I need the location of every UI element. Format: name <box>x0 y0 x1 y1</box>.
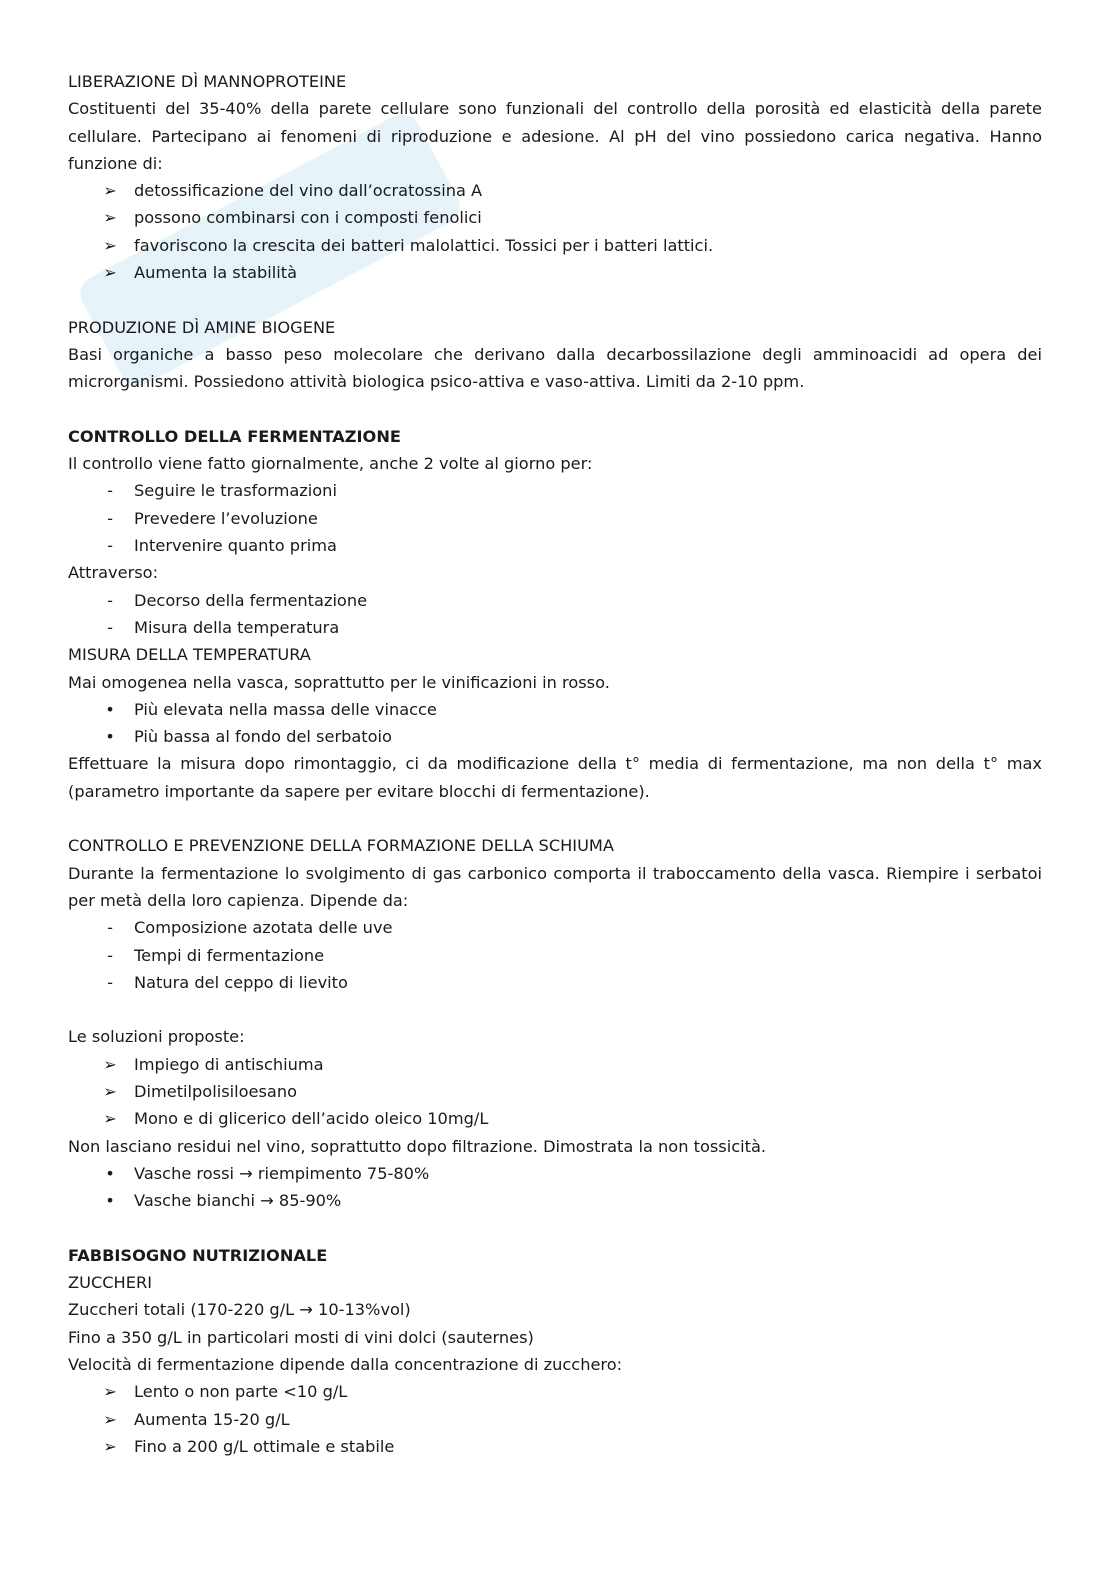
list-item: ➢ Impiego di antischiuma <box>68 1051 1042 1078</box>
list-item: ➢ possono combinarsi con i composti fenolici <box>68 204 1042 231</box>
section-title-controllo-fermentazione: CONTROLLO DELLA FERMENTAZIONE <box>68 426 401 446</box>
paragraph-soluzioni: Le soluzioni proposte: <box>68 1027 245 1047</box>
arrow-bullet-icon: ➢ <box>103 1382 117 1402</box>
section-title-fabbisogno: FABBISOGNO NUTRIZIONALE <box>68 1245 328 1265</box>
paragraph-mannoproteine: Costituenti del 35-40% della parete cellulare sono funzionali del controllo della porosità ed elasticità della parete cellulare. Partecipano ai fenomeni di riproduzione e adesione. Al pH del vino possiedono carica negativa. Hanno funzione di: <box>68 99 1042 173</box>
list-mannoproteine-functions <box>68 177 1042 286</box>
dash-bullet-icon: - <box>107 617 113 637</box>
list-item: - Decorso della fermentazione <box>68 587 1042 614</box>
subsection-title-temperatura: MISURA DELLA TEMPERATURA <box>68 645 311 665</box>
dot-bullet-icon: • <box>105 727 115 747</box>
dot-bullet-icon: • <box>105 1191 115 1211</box>
dash-bullet-icon: - <box>107 945 113 965</box>
arrow-bullet-icon: ➢ <box>103 235 117 255</box>
list-item: ➢ Mono e di glicerico dell’acido oleico 10mg/L <box>68 1105 1042 1132</box>
paragraph-temperatura-closing: Effettuare la misura dopo rimontaggio, ci da modificazione della t° media di fermentazione, ma non della t° max (parametro importante da sapere per evitare blocchi di fermentazione). <box>68 754 1042 801</box>
dot-bullet-icon: • <box>105 699 115 719</box>
section-title-amine-biogene: PRODUZIONE DÌ AMINE BIOGENE <box>68 317 336 337</box>
paragraph-residui: Non lasciano residui nel vino, soprattutto dopo filtrazione. Dimostrata la non tossicità. <box>68 1136 767 1156</box>
section-title-schiuma: CONTROLLO E PREVENZIONE DELLA FORMAZIONE DELLA SCHIUMA <box>68 836 614 856</box>
list-item: ➢ Dimetilpolisiloesano <box>68 1078 1042 1105</box>
dot-bullet-icon: • <box>105 1163 115 1183</box>
list-item: • Vasche bianchi → 85-90% <box>68 1187 1042 1214</box>
list-item: ➢ detossificazione del vino dall’ocratossina A <box>68 177 1042 204</box>
paragraph-controllo-intro: Il controllo viene fatto giornalmente, anche 2 volte al giorno per: <box>68 454 593 474</box>
paragraph-zuccheri-totali: Zuccheri totali (170-220 g/L → 10-13%vol) <box>68 1300 411 1320</box>
paragraph-schiuma: Durante la fermentazione lo svolgimento di gas carbonico comporta il traboccamento della vasca. Riempire i serbatoi per metà della loro capienza. Dipende da: <box>68 863 1042 910</box>
subsection-title-zuccheri: ZUCCHERI <box>68 1273 152 1293</box>
arrow-bullet-icon: ➢ <box>103 208 117 228</box>
list-temperatura <box>68 696 1042 751</box>
dash-bullet-icon: - <box>107 972 113 992</box>
list-item: - Composizione azotata delle uve <box>68 914 1042 941</box>
paragraph-velocita: Velocità di fermentazione dipende dalla concentrazione di zucchero: <box>68 1354 623 1374</box>
arrow-bullet-icon: ➢ <box>103 263 117 283</box>
paragraph-attraverso: Attraverso: <box>68 563 159 583</box>
paragraph-temperatura: Mai omogenea nella vasca, soprattutto per le vinificazioni in rosso. <box>68 672 610 692</box>
list-velocita <box>68 1378 1042 1460</box>
list-controllo-purposes <box>68 477 1042 559</box>
paragraph-amine-biogene: Basi organiche a basso peso molecolare che derivano dalla decarbossilazione degli amminoacidi ad opera dei microrganismi. Possiedono attività biologica psico-attiva e vaso-attiva. Limiti da 2-10 ppm. <box>68 344 1042 392</box>
dash-bullet-icon: - <box>107 590 113 610</box>
dash-bullet-icon: - <box>107 918 113 938</box>
list-item: - Seguire le trasformazioni <box>68 477 1042 504</box>
list-item: ➢ Aumenta 15-20 g/L <box>68 1406 1042 1433</box>
list-item: ➢ favoriscono la crescita dei batteri malolattici. Tossici per i batteri lattici. <box>68 232 1042 259</box>
section-title-mannoproteine: LIBERAZIONE DÌ MANNOPROTEINE <box>68 72 347 91</box>
arrow-bullet-icon: ➢ <box>103 1409 117 1429</box>
list-item: ➢ Aumenta la stabilità <box>68 259 1042 286</box>
list-soluzioni <box>68 1051 1042 1133</box>
list-vasche <box>68 1160 1042 1215</box>
arrow-bullet-icon: ➢ <box>103 1109 117 1129</box>
list-item: - Tempi di fermentazione <box>68 942 1042 969</box>
list-item: - Misura della temperatura <box>68 614 1042 641</box>
list-item: - Intervenire quanto prima <box>68 532 1042 559</box>
arrow-bullet-icon: ➢ <box>103 1081 117 1101</box>
list-item: - Prevedere l’evoluzione <box>68 505 1042 532</box>
list-item: • Più elevata nella massa delle vinacce <box>68 696 1042 723</box>
list-controllo-methods <box>68 587 1042 642</box>
list-item: • Più bassa al fondo del serbatoio <box>68 723 1042 750</box>
paragraph-zuccheri-mosti: Fino a 350 g/L in particolari mosti di vini dolci (sauternes) <box>68 1327 534 1347</box>
list-item: • Vasche rossi → riempimento 75-80% <box>68 1160 1042 1187</box>
dash-bullet-icon: - <box>107 481 113 501</box>
document-page <box>68 68 1042 1460</box>
arrow-bullet-icon: ➢ <box>103 181 117 201</box>
arrow-bullet-icon: ➢ <box>103 1436 117 1456</box>
list-schiuma-factors <box>68 914 1042 996</box>
arrow-bullet-icon: ➢ <box>103 1054 117 1074</box>
dash-bullet-icon: - <box>107 536 113 556</box>
list-item: ➢ Lento o non parte <10 g/L <box>68 1378 1042 1405</box>
dash-bullet-icon: - <box>107 508 113 528</box>
list-item: ➢ Fino a 200 g/L ottimale e stabile <box>68 1433 1042 1460</box>
list-item: - Natura del ceppo di lievito <box>68 969 1042 996</box>
